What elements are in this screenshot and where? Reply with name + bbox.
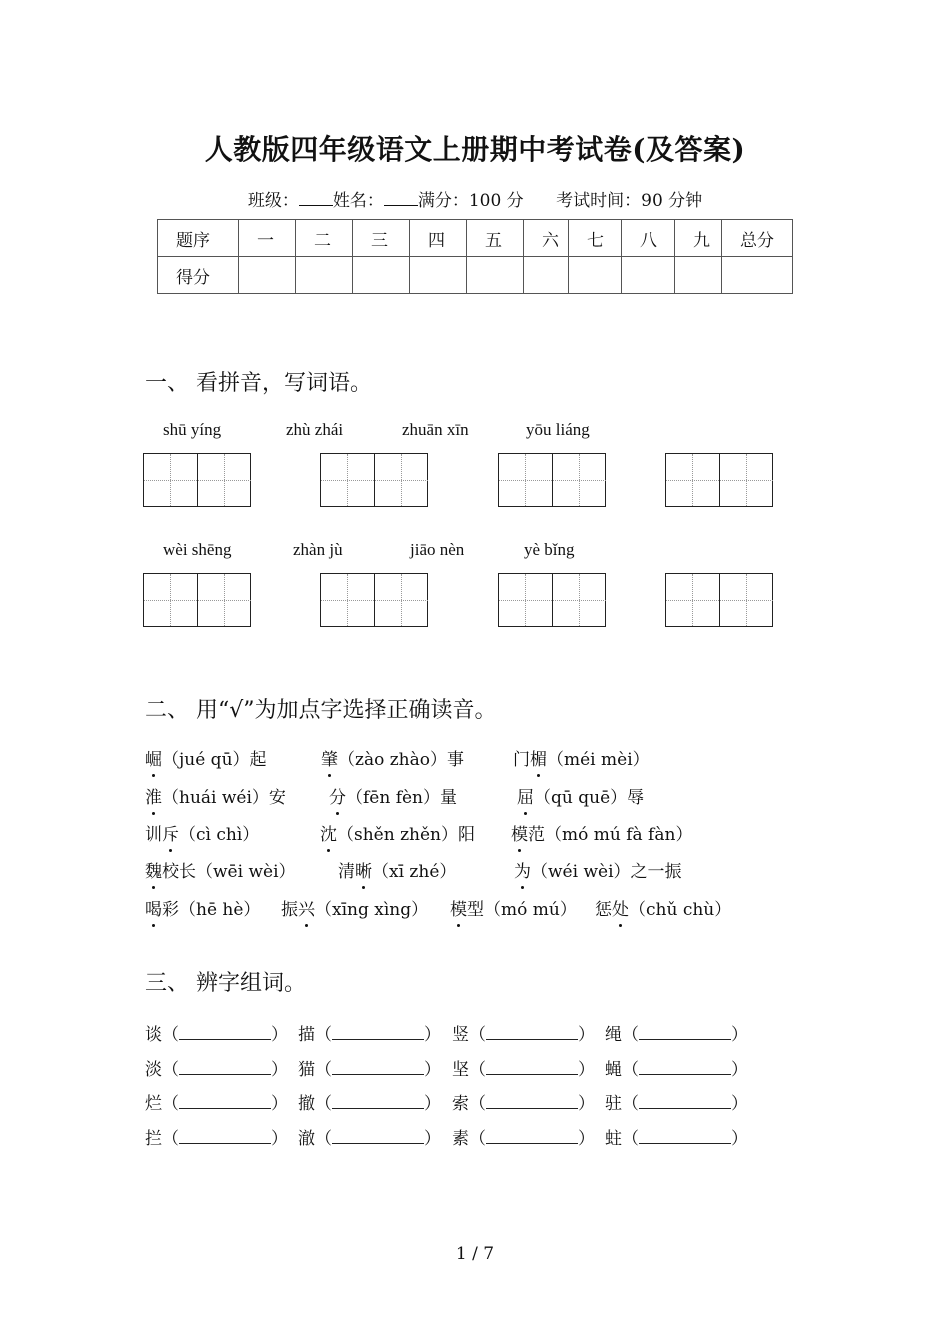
dotted-char: 分 — [329, 783, 346, 808]
pinyin-label: yōu liáng — [526, 420, 590, 439]
close-paren: ） — [731, 1094, 748, 1114]
item-options: （wéi wèi）之一振 — [531, 862, 682, 882]
close-paren: ） — [578, 1094, 595, 1114]
writing-grid[interactable] — [143, 453, 251, 507]
score-input-cell[interactable] — [675, 257, 722, 294]
section-3-heading: 三、 辨字组词。 — [145, 971, 306, 996]
open-paren: （ — [315, 1025, 332, 1045]
score-cell: 得分 — [158, 257, 239, 294]
item-text: 门 — [513, 750, 530, 770]
page-number: 1 / 7 — [455, 1244, 495, 1264]
close-paren: ） — [424, 1129, 441, 1149]
score-cell: 八 — [622, 220, 675, 257]
reading-item[interactable] — [145, 857, 296, 882]
close-paren: ） — [271, 1025, 288, 1045]
close-paren: ） — [578, 1025, 595, 1045]
word-group-item — [605, 1020, 748, 1045]
open-paren: （ — [622, 1025, 639, 1045]
answer-blank[interactable] — [179, 1025, 271, 1040]
score-input-cell[interactable] — [467, 257, 524, 294]
item-options: （jué qū）起 — [162, 750, 267, 770]
score-cell: 二 — [296, 220, 353, 257]
word-group-item — [452, 1020, 595, 1045]
open-paren: （ — [469, 1129, 486, 1149]
reading-item[interactable] — [514, 857, 682, 882]
item-options: （huái wéi）安 — [162, 788, 286, 808]
reading-item[interactable] — [321, 745, 464, 770]
answer-blank[interactable] — [486, 1025, 578, 1040]
word-group-item — [452, 1055, 595, 1080]
reading-item[interactable] — [145, 745, 267, 770]
dotted-char: 肇 — [321, 745, 338, 770]
base-char: 绳 — [605, 1025, 622, 1045]
word-group-item — [605, 1124, 748, 1149]
item-options: （chǔ chù） — [629, 900, 732, 920]
name-label: 姓名： — [332, 191, 384, 211]
item-text: 振 — [281, 900, 298, 920]
dotted-char: 楣 — [530, 745, 547, 770]
score-input-cell[interactable] — [410, 257, 467, 294]
dotted-char: 魏 — [145, 857, 162, 882]
word-group-item — [298, 1020, 441, 1045]
answer-blank[interactable] — [179, 1094, 271, 1109]
reading-item[interactable] — [513, 745, 650, 770]
item-options: （shěn zhěn）阳 — [337, 825, 476, 845]
pinyin-label: wèi shēng — [163, 540, 232, 559]
base-char: 蝇 — [605, 1060, 622, 1080]
pinyin-label: zhù zhái — [286, 420, 344, 439]
score-input-cell[interactable] — [622, 257, 675, 294]
base-char: 蛀 — [605, 1129, 622, 1149]
writing-grid[interactable] — [320, 453, 428, 507]
word-group-item — [145, 1055, 288, 1080]
score-input-cell[interactable] — [239, 257, 296, 294]
pinyin-label: shū yíng — [163, 420, 222, 439]
score-cell: 一 — [239, 220, 296, 257]
item-options: （fēn fèn）量 — [346, 788, 458, 808]
close-paren: ） — [731, 1060, 748, 1080]
close-paren: ） — [271, 1129, 288, 1149]
close-paren: ） — [271, 1094, 288, 1114]
open-paren: （ — [622, 1094, 639, 1114]
reading-item[interactable] — [145, 783, 286, 808]
open-paren: （ — [469, 1060, 486, 1080]
base-char: 澈 — [298, 1129, 315, 1149]
answer-blank[interactable] — [639, 1094, 731, 1109]
open-paren: （ — [315, 1129, 332, 1149]
exam-time: 考试时间：90 分钟 — [556, 191, 703, 211]
pinyin-label: yè bǐng — [524, 540, 575, 559]
answer-blank[interactable] — [332, 1129, 424, 1144]
reading-item[interactable] — [320, 820, 475, 845]
pinyin-label: zhàn jù — [293, 540, 343, 559]
answer-blank[interactable] — [639, 1129, 731, 1144]
item-text: 训 — [145, 825, 162, 845]
writing-grid[interactable] — [498, 573, 606, 627]
class-label: 班级： — [247, 191, 299, 211]
close-paren: ） — [424, 1094, 441, 1114]
open-paren: （ — [469, 1025, 486, 1045]
class-blank[interactable] — [299, 191, 333, 206]
section-2-heading: 二、 用“√”为加点字选择正确读音。 — [145, 698, 497, 723]
word-group-item — [298, 1089, 441, 1114]
item-options: （zào zhào）事 — [338, 750, 465, 770]
word-group-item — [605, 1089, 748, 1114]
base-char: 驻 — [605, 1094, 622, 1114]
close-paren: ） — [731, 1025, 748, 1045]
open-paren: （ — [162, 1094, 179, 1114]
close-paren: ） — [578, 1129, 595, 1149]
word-group-item — [452, 1124, 595, 1149]
item-options: （xī zhé） — [372, 862, 457, 882]
reading-item[interactable] — [450, 895, 577, 920]
writing-grid[interactable] — [498, 453, 606, 507]
dotted-char: 崛 — [145, 745, 162, 770]
writing-grid[interactable] — [665, 573, 773, 627]
score-cell: 六 — [524, 220, 569, 257]
dotted-char: 晰 — [355, 857, 372, 882]
answer-blank[interactable] — [486, 1060, 578, 1075]
base-char: 描 — [298, 1025, 315, 1045]
dotted-char: 模 — [450, 895, 467, 920]
dotted-char: 喝 — [145, 895, 162, 920]
close-paren: ） — [424, 1025, 441, 1045]
base-char: 坚 — [452, 1060, 469, 1080]
item-options: 校长（wēi wèi） — [162, 862, 296, 882]
close-paren: ） — [424, 1060, 441, 1080]
open-paren: （ — [162, 1129, 179, 1149]
answer-blank[interactable] — [639, 1025, 731, 1040]
answer-blank[interactable] — [486, 1129, 578, 1144]
word-group-item — [298, 1055, 441, 1080]
dotted-char: 处 — [612, 895, 629, 920]
dotted-char: 模 — [511, 820, 528, 845]
base-char: 猫 — [298, 1060, 315, 1080]
item-options: 范（mó mú fà fàn） — [528, 825, 693, 845]
exam-meta — [0, 186, 950, 211]
dotted-char: 斥 — [162, 820, 179, 845]
base-char: 素 — [452, 1129, 469, 1149]
word-group-item — [298, 1124, 441, 1149]
base-char: 撤 — [298, 1094, 315, 1114]
answer-blank[interactable] — [179, 1129, 271, 1144]
reading-item[interactable] — [281, 895, 428, 920]
score-cell: 九 — [675, 220, 722, 257]
dotted-char: 淮 — [145, 783, 162, 808]
score-input-cell[interactable] — [524, 257, 569, 294]
section-1-heading: 一、 看拼音，写词语。 — [145, 371, 372, 396]
base-char: 拦 — [145, 1129, 162, 1149]
item-options: 彩（hē hè） — [162, 900, 261, 920]
reading-item[interactable] — [511, 820, 692, 845]
score-cell: 七 — [569, 220, 622, 257]
score-cell: 四 — [410, 220, 467, 257]
name-blank[interactable] — [384, 191, 418, 206]
close-paren: ） — [271, 1060, 288, 1080]
item-options: 型（mó mú） — [467, 900, 577, 920]
base-char: 竖 — [452, 1025, 469, 1045]
reading-item[interactable] — [595, 895, 731, 920]
dotted-char: 兴 — [298, 895, 315, 920]
base-char: 烂 — [145, 1094, 162, 1114]
word-group-item — [145, 1089, 288, 1114]
item-options: （xīng xìng） — [315, 900, 429, 920]
score-cell: 题序 — [158, 220, 239, 257]
answer-blank[interactable] — [332, 1094, 424, 1109]
open-paren: （ — [162, 1025, 179, 1045]
score-cell: 总分 — [722, 220, 793, 257]
item-options: （cì chì） — [179, 825, 260, 845]
answer-blank[interactable] — [179, 1060, 271, 1075]
item-options: （qū quē）辱 — [534, 788, 645, 808]
score-cell: 三 — [353, 220, 410, 257]
reading-item[interactable] — [145, 820, 259, 845]
answer-blank[interactable] — [332, 1060, 424, 1075]
dotted-char: 为 — [514, 857, 531, 882]
score-input-cell[interactable] — [353, 257, 410, 294]
close-paren: ） — [578, 1060, 595, 1080]
open-paren: （ — [622, 1129, 639, 1149]
dotted-char: 沈 — [320, 820, 337, 845]
score-cell: 五 — [467, 220, 524, 257]
word-group-item — [145, 1020, 288, 1045]
reading-item[interactable] — [517, 783, 644, 808]
open-paren: （ — [622, 1060, 639, 1080]
close-paren: ） — [731, 1129, 748, 1149]
word-group-item — [145, 1124, 288, 1149]
item-text: 清 — [338, 862, 355, 882]
score-input-cell[interactable] — [569, 257, 622, 294]
dotted-char: 屈 — [517, 783, 534, 808]
answer-blank[interactable] — [486, 1094, 578, 1109]
open-paren: （ — [315, 1060, 332, 1080]
answer-blank[interactable] — [639, 1060, 731, 1075]
open-paren: （ — [162, 1060, 179, 1080]
score-table — [157, 219, 793, 294]
score-input-cell[interactable] — [296, 257, 353, 294]
base-char: 谈 — [145, 1025, 162, 1045]
pinyin-label: jiāo nèn — [410, 540, 465, 559]
base-char: 索 — [452, 1094, 469, 1114]
answer-blank[interactable] — [332, 1025, 424, 1040]
item-text: 惩 — [595, 900, 612, 920]
page-title: 人教版四年级语文上册期中考试卷(及答案) — [204, 133, 746, 166]
base-char: 淡 — [145, 1060, 162, 1080]
writing-grid[interactable] — [143, 573, 251, 627]
pinyin-label: zhuān xīn — [402, 420, 469, 439]
word-group-item — [452, 1089, 595, 1114]
reading-item[interactable] — [145, 895, 260, 920]
word-group-item — [605, 1055, 748, 1080]
score-table-header-row — [158, 220, 793, 257]
reading-item[interactable] — [338, 857, 456, 882]
score-input-cell[interactable] — [722, 257, 793, 294]
score-table-score-row — [158, 257, 793, 294]
reading-item[interactable] — [329, 783, 457, 808]
full-score: 满分：100 分 — [417, 191, 524, 211]
open-paren: （ — [315, 1094, 332, 1114]
open-paren: （ — [469, 1094, 486, 1114]
writing-grid[interactable] — [665, 453, 773, 507]
writing-grid[interactable] — [320, 573, 428, 627]
item-options: （méi mèi） — [547, 750, 650, 770]
